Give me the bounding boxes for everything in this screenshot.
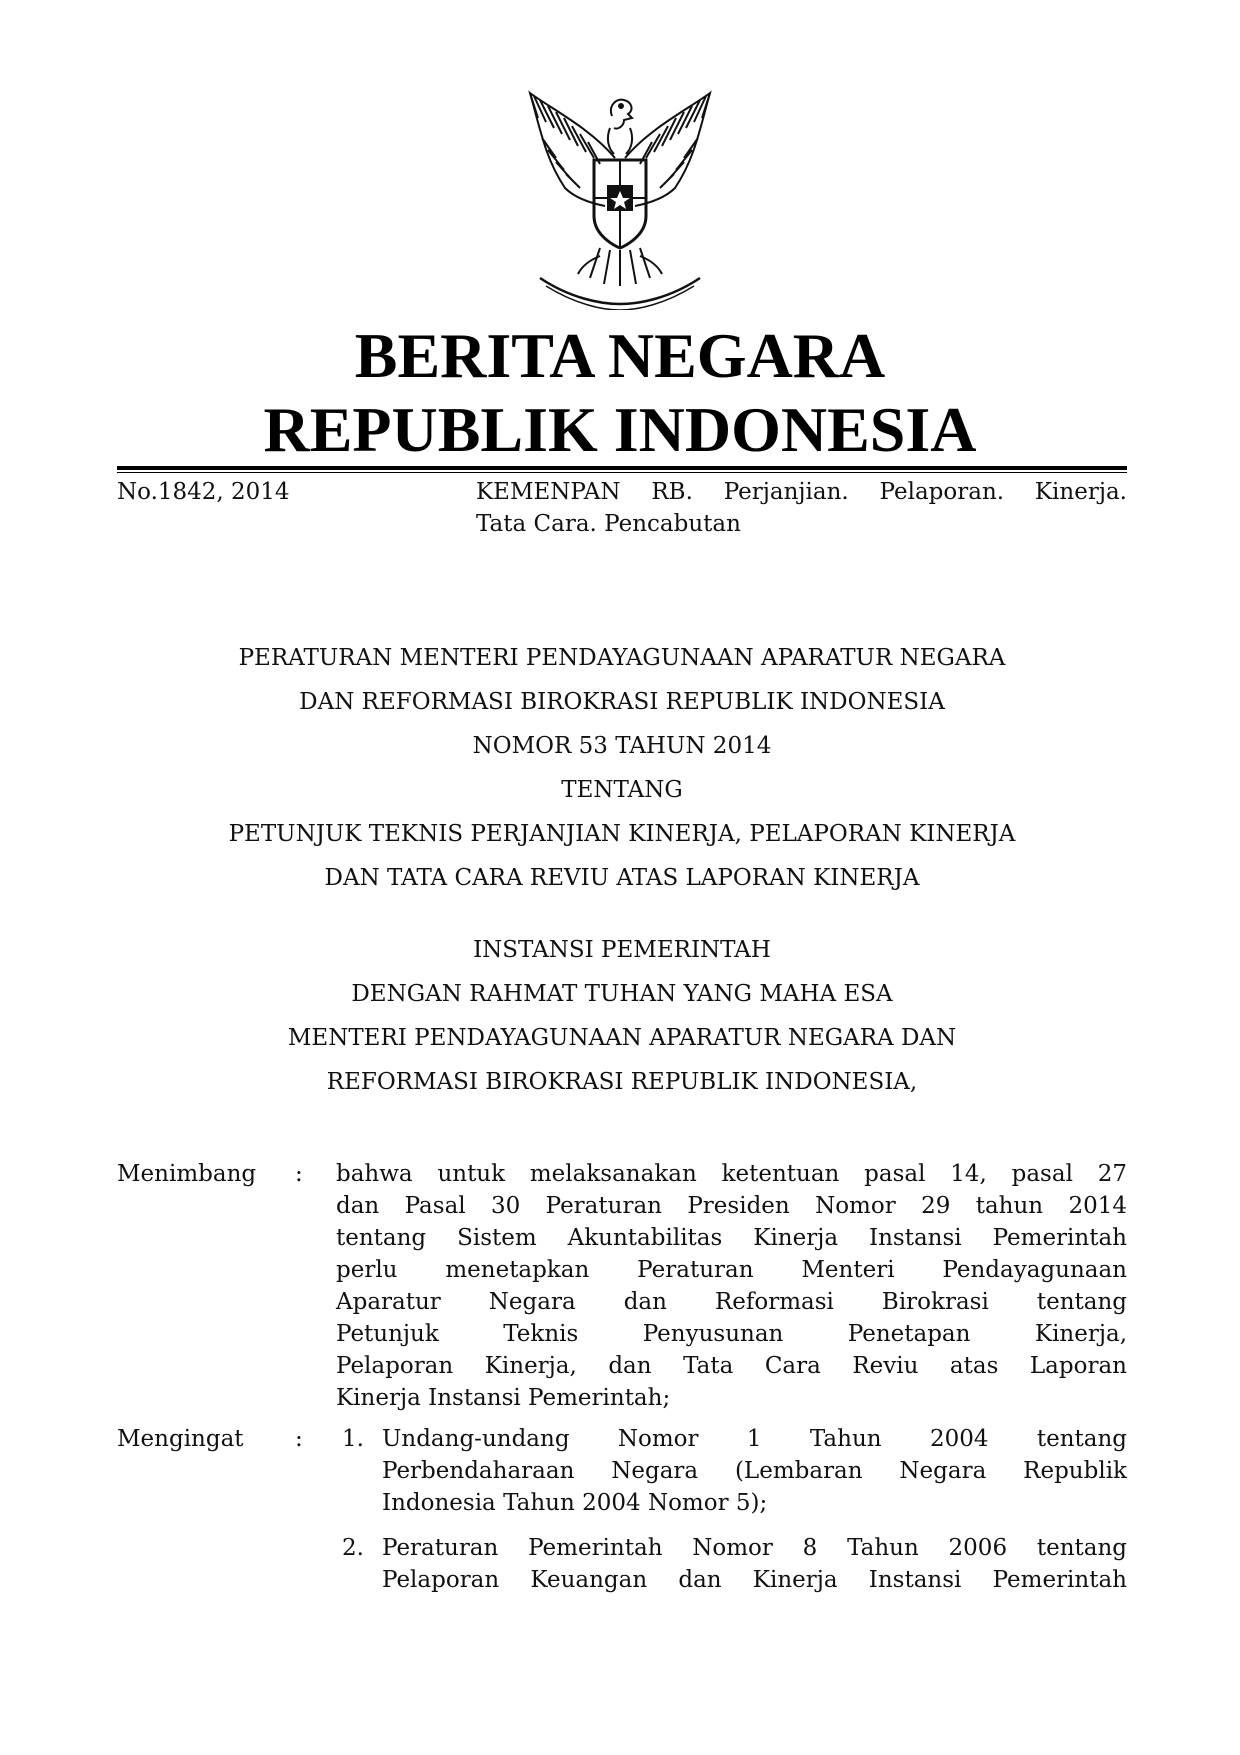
- mengingat-item-number: 2.: [342, 1535, 364, 1561]
- menimbang-line: Aparatur Negara dan Reformasi Birokrasi tentang: [336, 1289, 1127, 1315]
- mengingat-colon: :: [295, 1426, 303, 1452]
- menimbang-line: Kinerja Instansi Pemerintah;: [336, 1385, 671, 1411]
- regulation-title-block: [117, 636, 1127, 900]
- menimbang-line: perlu menetapkan Peraturan Menteri Pendayagunaan: [336, 1257, 1127, 1283]
- opening-line: REFORMASI BIROKRASI REPUBLIK INDONESIA,: [326, 1069, 918, 1095]
- masthead-rule-thick: [117, 466, 1127, 470]
- title-line: PETUNJUK TEKNIS PERJANJIAN KINERJA, PELAPORAN KINERJA: [228, 821, 1016, 847]
- menimbang-line: Pelaporan Kinerja, dan Tata Cara Reviu atas Laporan: [336, 1353, 1127, 1379]
- gazette-subject: [476, 476, 1127, 540]
- mengingat-label: Mengingat: [117, 1426, 244, 1452]
- mengingat-item-line: Undang-undang Nomor 1 Tahun 2004 tentang: [382, 1426, 1127, 1452]
- mengingat-item-number: 1.: [342, 1426, 364, 1452]
- mengingat-item-text: [382, 1532, 1127, 1596]
- menimbang-line: dan Pasal 30 Peraturan Presiden Nomor 29 tahun 2014: [336, 1193, 1127, 1219]
- opening-line: INSTANSI PEMERINTAH: [473, 937, 771, 963]
- title-line: PERATURAN MENTERI PENDAYAGUNAAN APARATUR NEGARA: [238, 645, 1006, 671]
- title-line: TENTANG: [561, 777, 683, 803]
- garuda-emblem-icon: [520, 88, 720, 310]
- opening-line: DENGAN RAHMAT TUHAN YANG MAHA ESA: [351, 981, 893, 1007]
- mengingat-item-line: Peraturan Pemerintah Nomor 8 Tahun 2006 tentang: [382, 1535, 1127, 1561]
- menimbang-colon: :: [295, 1161, 303, 1187]
- title-line: NOMOR 53 TAHUN 2014: [472, 733, 772, 759]
- gazette-subject-line1: KEMENPAN RB. Perjanjian. Pelaporan. Kinerja.: [476, 479, 1127, 505]
- menimbang-text: [336, 1158, 1127, 1414]
- menimbang-line: bahwa untuk melaksanakan ketentuan pasal 14, pasal 27: [336, 1161, 1127, 1187]
- title-line: DAN REFORMASI BIROKRASI REPUBLIK INDONESIA: [299, 689, 945, 715]
- mengingat-item-line: Pelaporan Keuangan dan Kinerja Instansi Pemerintah: [382, 1567, 1127, 1593]
- masthead-title-line2: REPUBLIK INDONESIA: [263, 394, 977, 465]
- opening-block: [117, 928, 1127, 1104]
- menimbang-line: Petunjuk Teknis Penyusunan Penetapan Kinerja,: [336, 1321, 1127, 1347]
- mengingat-item-line: Indonesia Tahun 2004 Nomor 5);: [382, 1490, 768, 1516]
- menimbang-label: Menimbang: [117, 1161, 257, 1187]
- title-line: DAN TATA CARA REVIU ATAS LAPORAN KINERJA: [324, 865, 920, 891]
- mengingat-item-line: Perbendaharaan Negara (Lembaran Negara Republik: [382, 1458, 1127, 1484]
- gazette-number: No.1842, 2014: [117, 479, 290, 505]
- masthead-rule-thin: [117, 472, 1127, 473]
- masthead-title-line1: BERITA NEGARA: [354, 320, 886, 391]
- opening-line: MENTERI PENDAYAGUNAAN APARATUR NEGARA DAN: [287, 1025, 957, 1051]
- menimbang-line: tentang Sistem Akuntabilitas Kinerja Instansi Pemerintah: [336, 1225, 1127, 1251]
- mengingat-item-text: [382, 1423, 1127, 1519]
- gazette-subject-line2: Tata Cara. Pencabutan: [476, 511, 741, 537]
